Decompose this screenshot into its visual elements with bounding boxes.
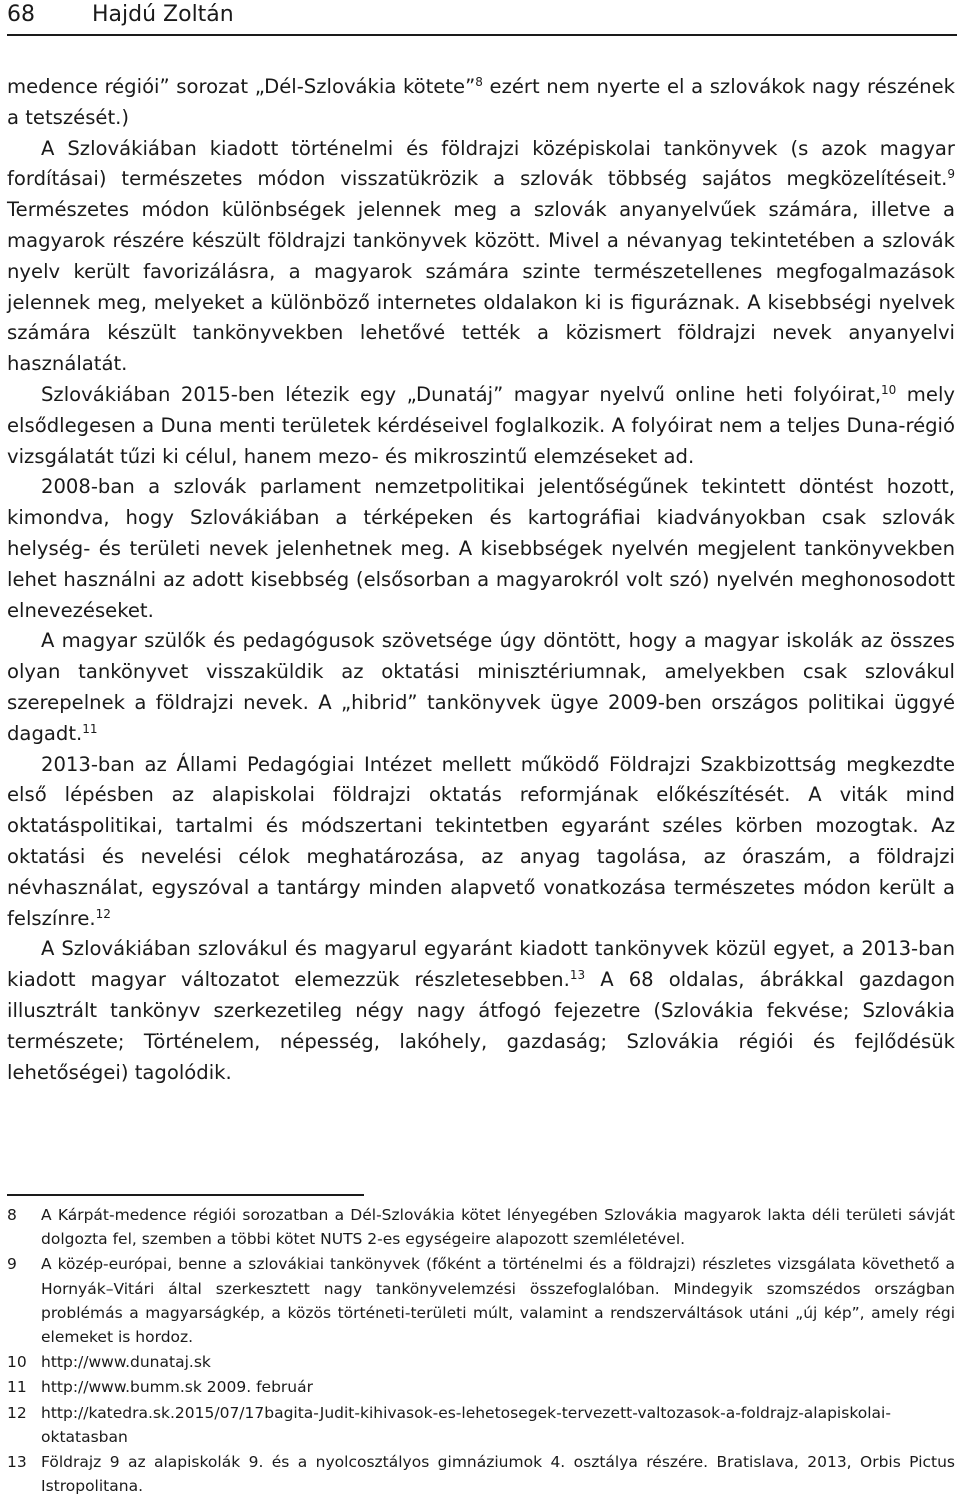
paragraph xyxy=(7,134,955,380)
footnote-ref[interactable]: 10 xyxy=(881,382,897,397)
footnote-ref[interactable]: 11 xyxy=(82,721,98,736)
running-header-author: Hajdú Zoltán xyxy=(92,2,234,27)
footnote-link[interactable]: http://katedra.sk.2015/07/17bagita-Judit-kihivasok-es-lehetosegek-tervezett-valtozasok-a-foldrajz-alapiskolai-oktatasban xyxy=(41,1403,891,1446)
paragraph xyxy=(7,934,955,1088)
footnote-text: A közép-európai, benne a szlovákiai tankönyvek (főként a történelmi és a földrajzi) részletes vizsgálata követhető a Hornyák–Vitári által szerkesztett nagy tankönyvelemzési összefoglalóban. Mindegyik szomszédos országban problémás a magyarságkép, a közös történeti-területi múlt, valamint a rendszerváltások utáni „új kép”, amely régi elemeket is hordoz. xyxy=(41,1255,955,1347)
paragraph xyxy=(7,380,955,472)
paragraph xyxy=(7,72,955,134)
footnote-number: 8 xyxy=(7,1206,17,1224)
footnote-ref[interactable]: 12 xyxy=(95,906,111,921)
footnote-number: 13 xyxy=(7,1453,27,1472)
paragraph-text: A 68 oldalas, ábrákkal gazdagon illusztrált tankönyv szerkezetileg négy nagy átfogó fejezetre (Szlovákia fekvése; Szlovákia természete; Történelem, népesség, lakóhely, gazdaság; Szlovákia régiói és fejlődésük lehetőségei) tagolódik. xyxy=(7,968,955,1084)
body-text xyxy=(7,72,955,1088)
paragraph xyxy=(7,472,955,626)
footnote xyxy=(7,1350,955,1374)
footnote-text: Földrajz 9 az alapiskolák 9. és a nyolcosztályos gimnáziumok 4. osztálya részére. Bratislava, 2013, Orbis Pictus Istropolitana. xyxy=(41,1453,955,1496)
paragraph-text: A Szlovákiában szlovákul és magyarul egyaránt kiadott tankönyvek közül egyet, a 2013-ban kiadott magyar változatot elemezzük részletesebben. xyxy=(7,937,955,992)
paragraph-text: Szlovákiában 2015-ben létezik egy „Dunatáj” magyar nyelvű online heti folyóirat, xyxy=(41,382,882,406)
footnote-separator xyxy=(7,1194,364,1196)
header-rule xyxy=(7,34,957,36)
footnote xyxy=(7,1401,955,1449)
footnote-link[interactable]: http://www.bumm.sk 2009. február xyxy=(41,1378,313,1397)
footnote-ref[interactable]: 13 xyxy=(569,968,586,983)
paragraph-text: 2013-ban az Állami Pedagógiai Intézet mellett működő Földrajzi Szakbizottság megkezdte első lépésben az alapiskolai földrajzi oktatás reformjának előkészítését. A viták mind oktatáspolitikai, tartalmi és módszertani tekintetben egyaránt széles körben mozogtak. Az oktatási és nevelési célok meghatározása, az anyag tagolása, az óraszám, a földrajzi névhasználat, egyszóval a tantárgy minden alapvető vonatkozása természetes módon került a felszínre. xyxy=(7,752,955,930)
footnote xyxy=(7,1375,955,1399)
paragraph-text: medence régiói” sorozat „Dél-Szlovákia kötete” xyxy=(7,75,476,98)
footnote-number: 9 xyxy=(7,1255,17,1274)
footnote-number: 12 xyxy=(7,1403,27,1422)
footnote xyxy=(7,1450,955,1498)
paragraph-text: Természetes módon különbségek jelennek meg a szlovák anyanyelvűek számára, illetve a magyarok részére készült földrajzi tankönyvek között. Mivel a névanyag tekintetében a szlovák nyelv került favorizálásra, a magyarok számára szinte természetellenes megfogalmazások jelennek meg, melyeket a különböző internetes oldalakon ki is figuráznak. A kisebbségi nyelvek számára készült tankönyvekben lehetővé tették a közismert földrajzi nevek anyanyelvi használatát. xyxy=(7,198,955,376)
footnote-link[interactable]: http://www.dunataj.sk xyxy=(41,1353,211,1372)
footnote-number: 11 xyxy=(7,1378,27,1397)
footnote xyxy=(7,1203,955,1251)
footnote-text: A Kárpát-medence régiói sorozatban a Dél-Szlovákia kötet lényegében Szlovákia magyarok lakta déli területi sávját dolgozta fel, szemben a többi kötet NUTS 2-es egységeire alapozott szemléletével. xyxy=(41,1206,955,1249)
paragraph-text: mely elsődlegesen a Duna menti területek kérdéseivel foglalkozik. A folyóirat nem a teljes Duna-régió vizsgálatát tűzi ki célul, hanem mezo- és mikroszintű elemzéseket ad. xyxy=(7,382,955,468)
page-number: 68 xyxy=(7,2,35,27)
running-header xyxy=(7,0,955,34)
paragraph xyxy=(7,750,955,935)
paragraph-text: 2008-ban a szlovák parlament nemzetpolitikai jelentőségűnek tekintett döntést hozott, kimondva, hogy Szlovákiában a térképeken és kartográfiai kiadványokban csak szlovák helység- és területi nevek jelenhetnek meg. A kisebbségek nyelvén megjelent tankönyvekben lehet használni az adott kisebbség (elsősorban a magyarokról volt szó) nyelvén meghonosodott elnevezéseket. xyxy=(7,475,955,622)
paragraph-text: A Szlovákiában kiadott történelmi és földrajzi középiskolai tankönyvek (s azok magyar fordításai) természetes módon visszatükrözik a szlovák többség sajátos megközelítéseit. xyxy=(7,136,955,191)
footnote xyxy=(7,1252,955,1349)
paragraph-text: A magyar szülők és pedagógusok szövetsége úgy döntött, hogy a magyar iskolák az összes olyan tankönyvet visszaküldik az oktatási minisztériumnak, amelyekben csak szlovákul szerepelnek a földrajzi nevek. A „hibrid” tankönyvek ügye 2009-ben országos politikai üggyé dagadt. xyxy=(7,629,955,745)
footnotes xyxy=(7,1203,955,1499)
paragraph-text: ezért nem nyerte el a szlovákok nagy részének a tetszését.) xyxy=(7,75,955,129)
footnote-number: 10 xyxy=(7,1353,27,1372)
footnote-ref[interactable]: 8 xyxy=(475,75,483,89)
paragraph xyxy=(7,626,955,749)
footnote-ref[interactable]: 9 xyxy=(947,167,955,182)
